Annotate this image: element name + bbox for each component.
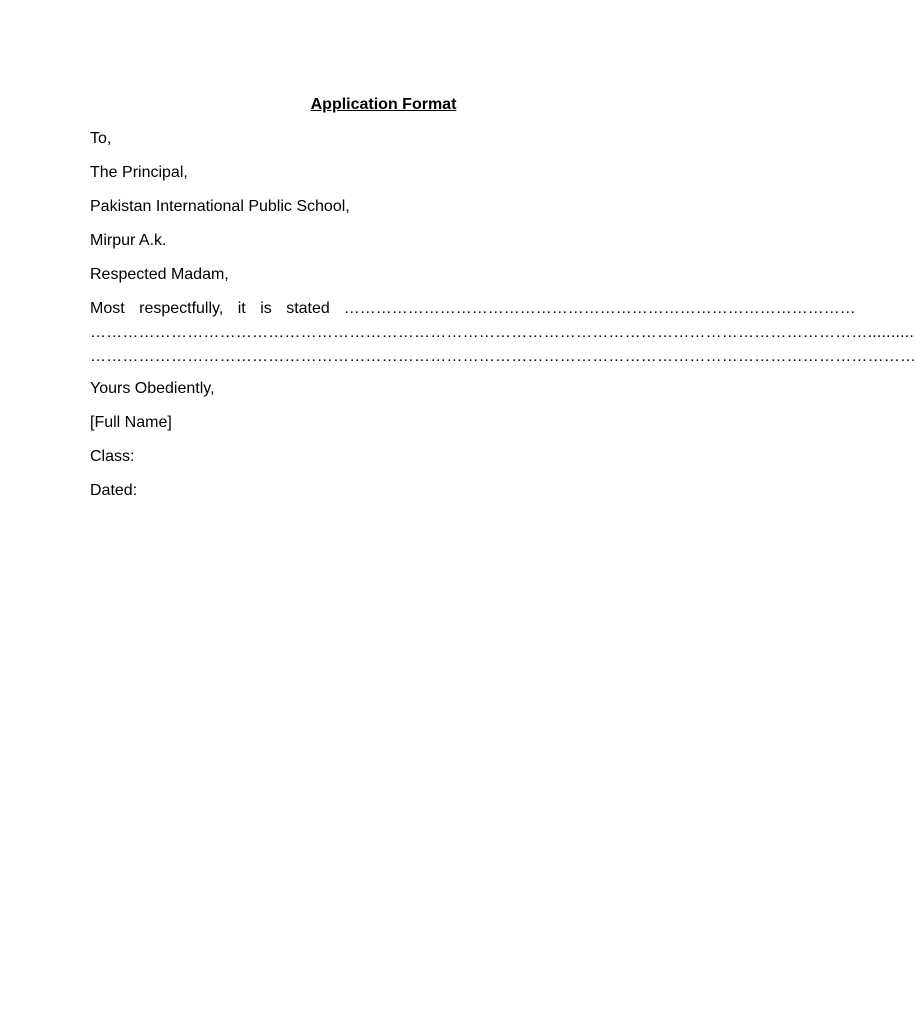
document-title: Application Format bbox=[310, 96, 457, 113]
body-start-text: Most respectfully, it is stated bbox=[90, 300, 330, 317]
name-line: [Full Name] bbox=[90, 414, 172, 431]
body-dots-line-1: …………………………………………………………………………………… bbox=[343, 300, 856, 317]
body-paragraph bbox=[90, 297, 916, 369]
body-first-line bbox=[90, 297, 856, 321]
location-line: Mirpur A.k. bbox=[90, 232, 167, 249]
document-content bbox=[90, 93, 916, 513]
salutation-line: Respected Madam, bbox=[90, 266, 229, 283]
body-dots-line-2: ……………………………………………………………………………………………………………………………….......... bbox=[90, 324, 915, 341]
recipient-line: The Principal, bbox=[90, 164, 188, 181]
closing-line: Yours Obediently, bbox=[90, 380, 215, 397]
school-line: Pakistan International Public School, bbox=[90, 198, 350, 215]
class-line: Class: bbox=[90, 448, 135, 465]
to-line: To, bbox=[90, 130, 112, 147]
body-dots-line-3: ……………………………………………………………………………………………………………………………………… bbox=[90, 348, 916, 365]
date-line: Dated: bbox=[90, 482, 138, 499]
